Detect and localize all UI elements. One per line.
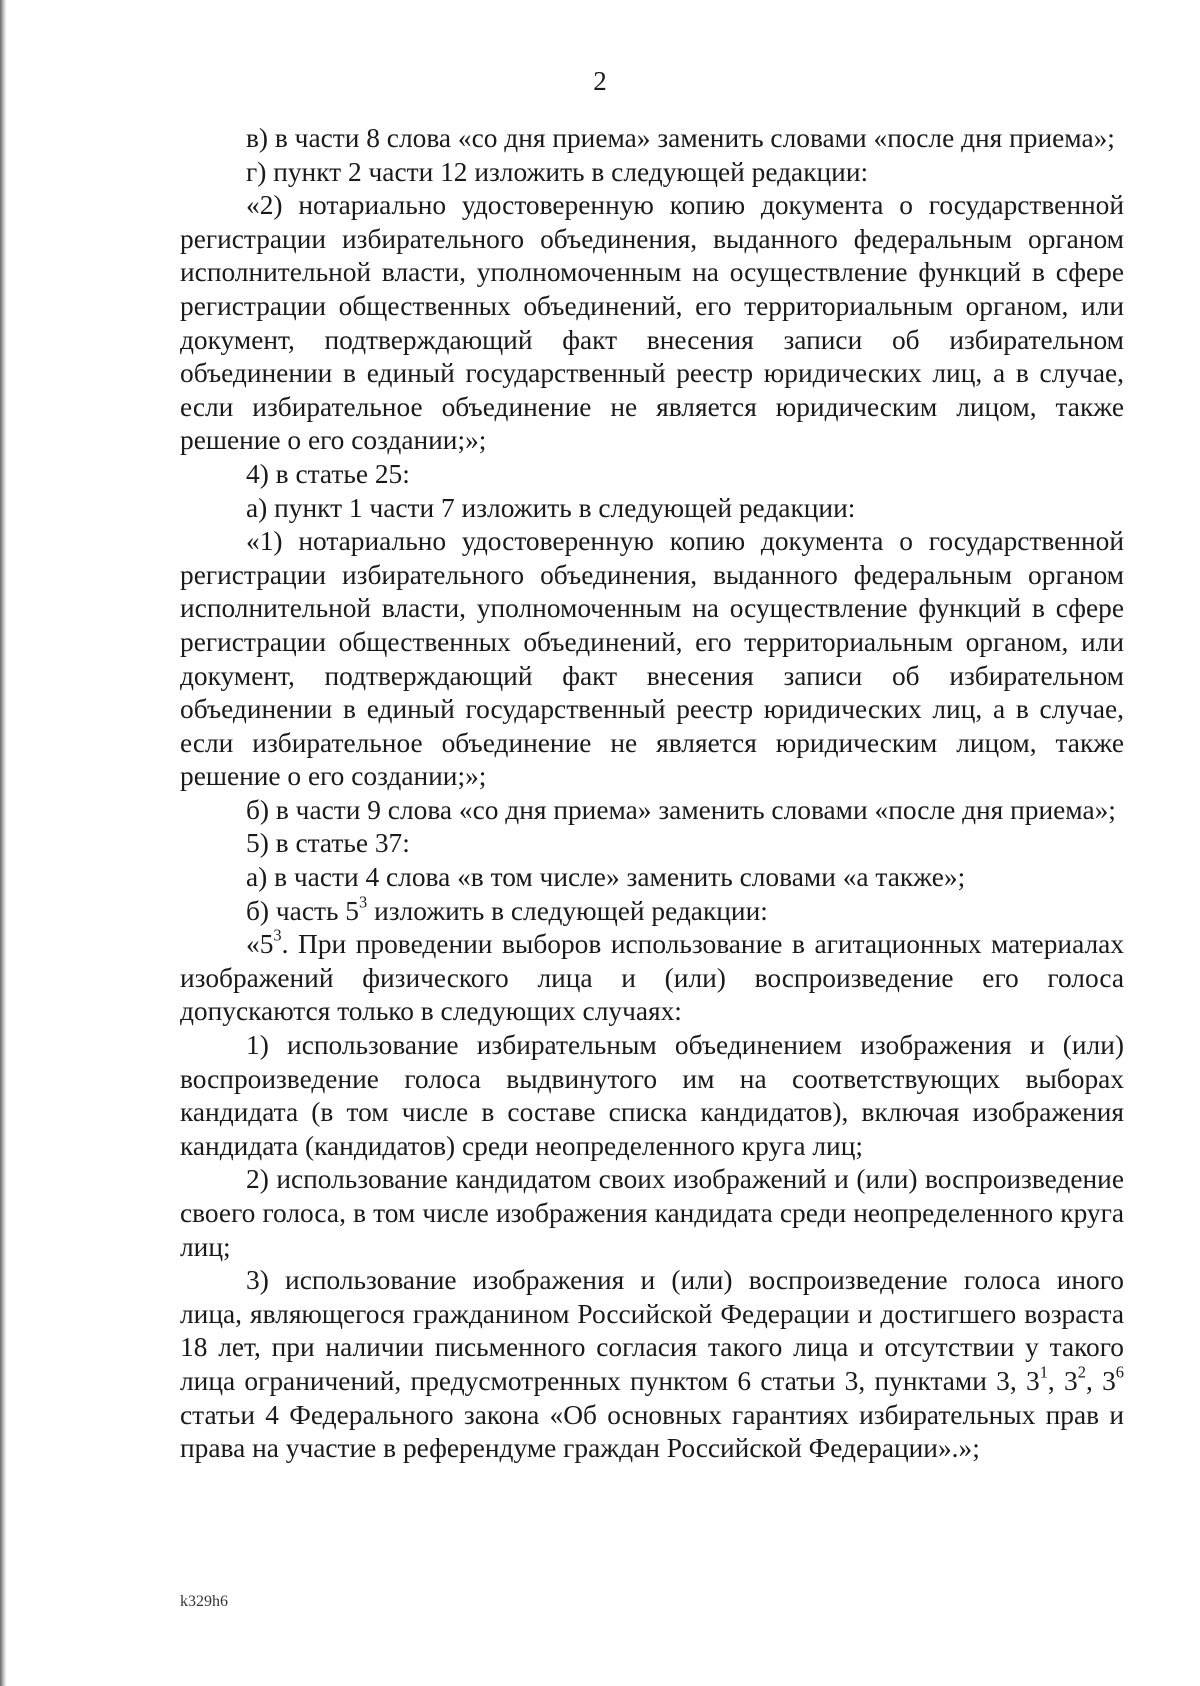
paragraph-9: а) в части 4 слова «в том числе» заменить словами «а также»;	[246, 862, 966, 893]
text-run: б) часть 5	[246, 895, 359, 926]
paragraph-3: «2) нотариально удостоверенную копию документа о государственной регистрации избирательного объединения, выданного федеральным органом исполнительной власти, уполномоченным на осуществление функций в сфере регистрации общественных объединений, его территориальным органом, или документ, подтверждающий факт внесения записи об избирательном объединении в единый государственный реестр юридических лиц, а в случае, если избирательное объединение не является юридическим лицом, также решение о его создании;»;	[180, 190, 1124, 456]
paragraph-2: г) пункт 2 части 12 изложить в следующей редакции:	[246, 156, 869, 187]
paragraph-13: 2) использование кандидатом своих изображений и (или) воспроизведение своего голоса, в том числе изображения кандидата среди неопределенного круга лиц;	[180, 1164, 1124, 1262]
paragraph-10	[180, 892, 1124, 929]
paragraph-14	[180, 1264, 1124, 1466]
page-number: 2	[593, 66, 607, 96]
superscript: 2	[1077, 1362, 1086, 1382]
paragraph-5: а) пункт 1 части 7 изложить в следующей редакции:	[246, 492, 856, 523]
superscript: 1	[1039, 1362, 1048, 1382]
scan-edge-shadow	[0, 0, 7, 1686]
paragraph-8: 5) в статье 37:	[246, 828, 410, 859]
paragraph-4: 4) в статье 25:	[246, 458, 410, 489]
paragraph-7: б) в части 9 слова «со дня приема» заменить словами «после дня приема»;	[246, 794, 1116, 825]
superscript: 3	[273, 925, 282, 945]
superscript: 3	[359, 892, 368, 912]
document-body	[180, 122, 1124, 1466]
text-run: , 3	[1047, 1365, 1078, 1396]
text-run: «5	[246, 929, 274, 960]
superscript: 6	[1115, 1362, 1125, 1382]
document-code: k329h6	[180, 1593, 228, 1610]
text-run: . При проведении выборов использование в агитационных материалах изображений физического лица и (или) воспроизведение его голоса допускаются только в следующих случаях:	[180, 929, 1124, 1027]
paragraph-1: в) в части 8 слова «со дня приема» заменить словами «после дня приема»;	[246, 123, 1115, 153]
text-run: статьи 4 Федерального закона «Об основных гарантиях избирательных прав и права на участие в референдуме граждан Российской Федерации».»;	[180, 1399, 1124, 1464]
text-run: , 3	[1085, 1365, 1116, 1396]
text-run: 3) использование изображения и (или) воспроизведение голоса иного лица, являющегося гражданином Российской Федерации и достигшего возраста 18 лет, при наличии письменного согласия такого лица и отсутствии у такого лица ограничений, предусмотренных пунктом 6 статьи 3, пунктами 3, 3	[180, 1265, 1124, 1396]
text-run: изложить в следующей редакции:	[367, 895, 768, 926]
paragraph-11	[180, 925, 1124, 1029]
paragraph-12: 1) использование избирательным объединением изображения и (или) воспроизведение голоса выдвинутого им на соответствующих выборах кандидата (в том числе в составе списка кандидатов), включая изображения кандидата (кандидатов) среди неопределенного круга лиц;	[180, 1030, 1124, 1161]
paragraph-6: «1) нотариально удостоверенную копию документа о государственной регистрации избирательного объединения, выданного федеральным органом исполнительной власти, уполномоченным на осуществление функций в сфере регистрации общественных объединений, его территориальным органом, или документ, подтверждающий факт внесения записи об избирательном объединении в единый государственный реестр юридических лиц, а в случае, если избирательное объединение не является юридическим лицом, также решение о его создании;»;	[180, 526, 1124, 792]
